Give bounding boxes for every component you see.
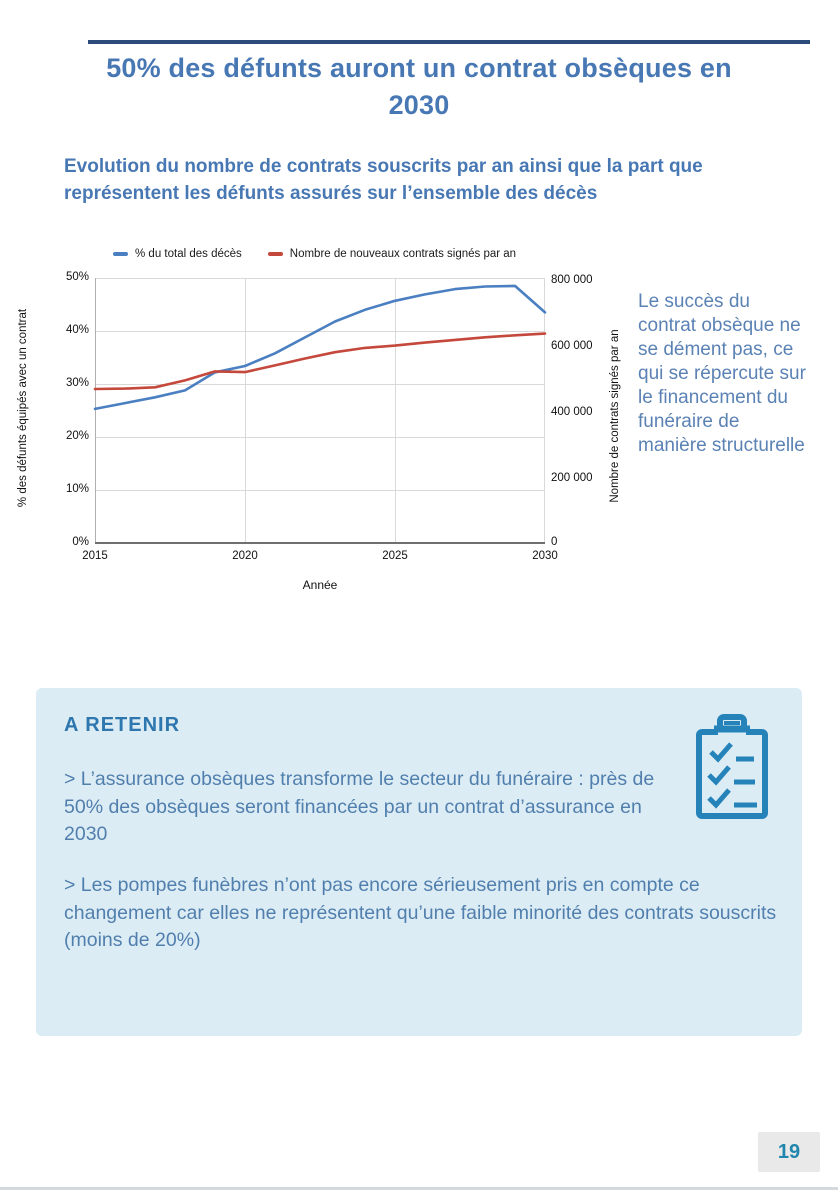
y-tick-right: 200 000 [551,472,593,484]
x-tick: 2025 [382,550,408,562]
y-tick-left: 40% [65,324,89,336]
legend-label: Nombre de nouveaux contrats signés par an [289,248,517,260]
commentary-text: Le succès du contrat obsèque ne se dément pas, ce qui se répercute sur le financement du funéraire de manière structurelle [638,291,806,456]
key-takeaways-heading: A RETENIR [64,714,181,736]
y-tick-right: 800 000 [551,274,593,286]
legend-swatch-red [268,252,283,256]
y-tick-left: 0% [72,536,89,548]
legend-swatch-blue [113,252,128,256]
x-tick: 2020 [232,550,258,562]
takeaway-bullet-1: > L’assurance obsèques transforme le secteur du funéraire : près de 50% des obsèques seront financées par un contrat d’assurance en 2030 [64,768,655,845]
y-tick-right: 600 000 [551,340,593,352]
y-tick-right: 0 [551,536,558,548]
chart-caption-subtitle: Evolution du nombre de contrats souscrits par an ainsi que la part que représentent les défunts assurés sur l’ensemble des décès [64,156,703,204]
legend-item-nouveaux-contrats [268,248,516,260]
key-takeaways-box [36,688,802,1036]
top-divider-rule [88,40,810,44]
plot-area [65,271,593,562]
clipboard-checklist-icon [684,712,780,820]
y-tick-right: 400 000 [551,406,593,418]
left-y-axis-title: % des défunts équipés avec un contrat [17,308,29,508]
chart-legend [113,246,516,262]
y-tick-left: 50% [65,271,89,283]
x-axis-title: Année [302,578,338,592]
y-tick-left: 10% [65,483,89,495]
page-number-badge: 19 [758,1132,820,1172]
x-tick: 2030 [532,550,558,562]
chart-series-lines [95,278,545,543]
legend-item-pct-deces [113,248,242,260]
right-y-axis-title: Nombre de contrats signés par an [609,329,621,503]
legend-label: % du total des décès [135,248,242,260]
y-tick-left: 30% [65,377,89,389]
x-tick: 2015 [82,550,108,562]
line-chart [0,240,640,610]
y-tick-left: 20% [65,430,89,442]
page-title: 50% des défunts auront un contrat obsèques en 2030 [106,53,732,120]
takeaway-bullet-2: > Les pompes funèbres n’ont pas encore sérieusement pris en compte ce changement car elles ne représentent qu’une faible minorité des contrats souscrits (moins de 20%) [64,874,777,951]
